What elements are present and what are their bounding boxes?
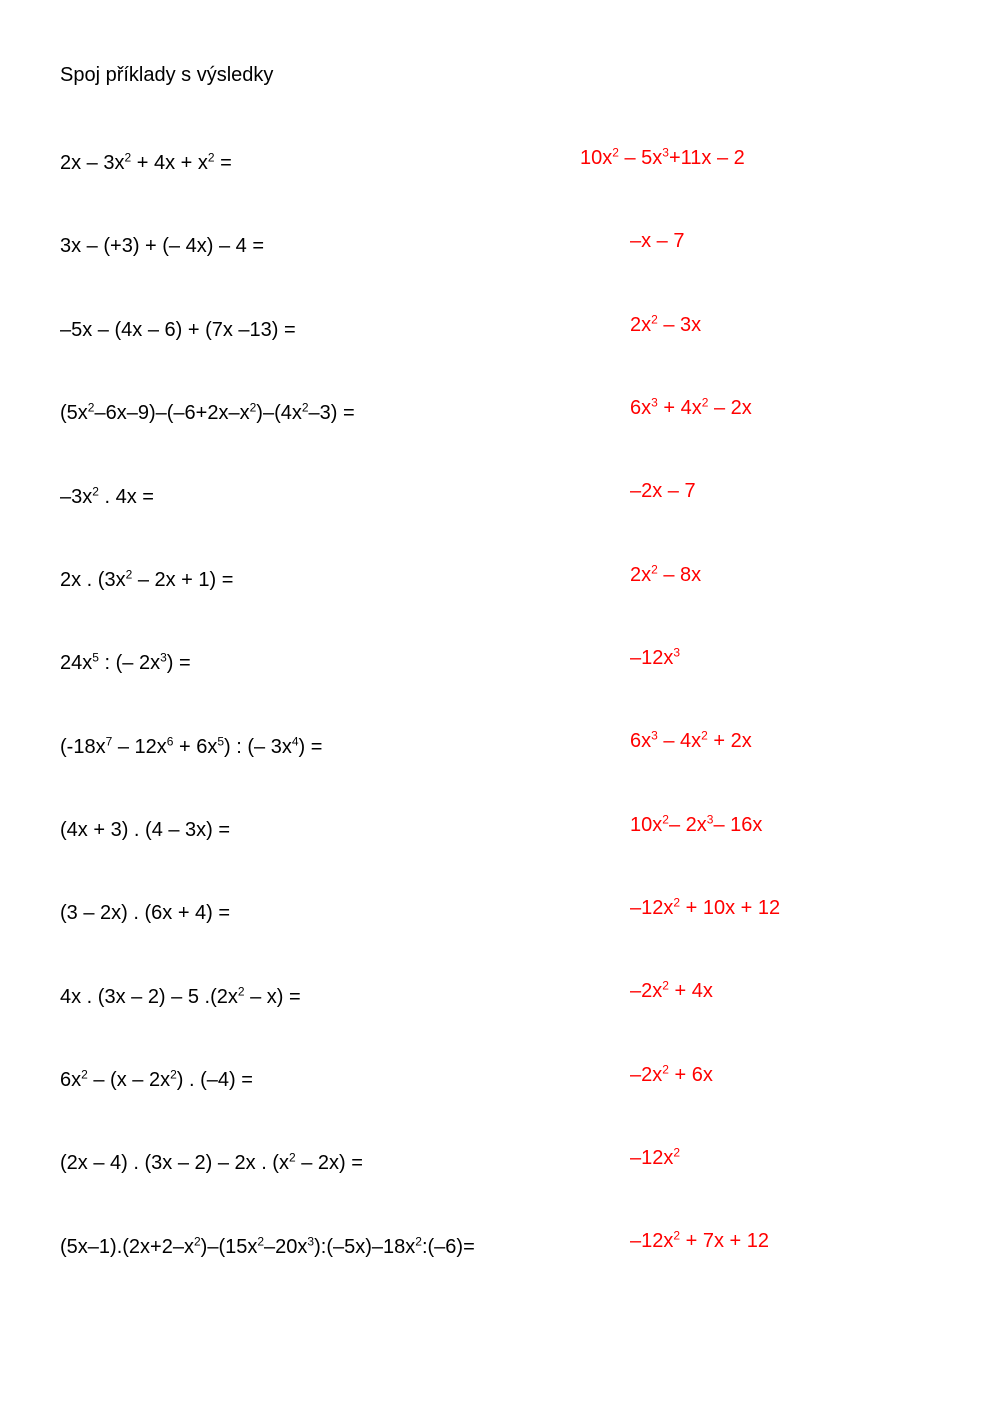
exercise-expression xyxy=(60,984,301,1010)
expression-text: 2x xyxy=(630,314,652,336)
exponent: 2 xyxy=(125,567,133,582)
exercise-expression xyxy=(60,233,264,259)
expression-text: (5x–1).(2x+2–x xyxy=(60,1236,194,1258)
exercise-expression xyxy=(60,900,230,926)
expression-text: ) = xyxy=(166,652,191,674)
answer-expression xyxy=(630,562,701,588)
expression-text: – x) = xyxy=(244,986,301,1008)
expression-text: + 4x + x xyxy=(131,152,208,174)
expression-text: + 6x xyxy=(668,1064,713,1086)
exponent: 3 xyxy=(662,145,669,160)
expression-text: – 4x xyxy=(657,730,702,752)
expression-text: – 2x + 1) = xyxy=(132,569,234,591)
expression-text: – 12x xyxy=(112,736,167,758)
exponent: 5 xyxy=(217,734,225,749)
exponent: 3 xyxy=(651,395,658,410)
expression-text: –12x xyxy=(630,1147,674,1169)
exponent: 2 xyxy=(662,812,669,827)
expression-text: + 2x xyxy=(707,730,752,752)
expression-text: (-18x xyxy=(60,736,106,758)
exponent: 2 xyxy=(170,1067,177,1082)
expression-text: –3) = xyxy=(308,402,355,424)
answer-expression xyxy=(630,728,752,754)
expression-text: –12x xyxy=(630,897,674,919)
expression-text: ) . (–4) = xyxy=(176,1069,253,1091)
expression-text: 6x xyxy=(630,397,652,419)
answer-expression xyxy=(630,895,780,921)
exponent: 2 xyxy=(651,562,658,577)
expression-text: (2x – 4) . (3x – 2) – 2x . (x xyxy=(60,1152,289,1174)
expression-text: –2x xyxy=(630,1064,663,1086)
exponent: 2 xyxy=(249,400,257,415)
exponent: 2 xyxy=(92,484,99,499)
expression-text: –6x–9)–(–6+2x–x xyxy=(94,402,250,424)
exponent: 2 xyxy=(124,150,132,165)
expression-text: = xyxy=(214,152,232,174)
exponent: 2 xyxy=(257,1234,265,1249)
expression-text: 6x xyxy=(60,1069,82,1091)
expression-text: 2x . (3x xyxy=(60,569,126,591)
expression-text: –20x xyxy=(264,1236,308,1258)
exponent: 2 xyxy=(701,728,708,743)
expression-text: 2x xyxy=(630,564,652,586)
expression-text: –2x xyxy=(630,980,663,1002)
exercise-expression xyxy=(60,817,230,843)
exercise-expression xyxy=(60,734,322,760)
expression-text: ):(–5x)–18x xyxy=(314,1236,416,1258)
answer-expression xyxy=(630,1145,680,1171)
exponent: 2 xyxy=(288,1150,296,1165)
expression-text: : (– 2x xyxy=(98,652,161,674)
exponent: 6 xyxy=(166,734,174,749)
exponent: 2 xyxy=(673,1228,681,1243)
exponent: 2 xyxy=(415,1234,422,1249)
answer-expression xyxy=(630,645,680,671)
expression-text: ) = xyxy=(298,736,323,758)
expression-text: – 8x xyxy=(657,564,702,586)
expression-text: + 10x + 12 xyxy=(680,897,781,919)
expression-text: 3x – (+3) + (– 4x) – 4 = xyxy=(60,235,264,257)
answer-expression xyxy=(580,145,745,171)
expression-text: – 16x xyxy=(713,814,763,836)
expression-text: –2x – 7 xyxy=(630,480,696,502)
exercise-expression xyxy=(60,484,154,510)
expression-text: + 4x xyxy=(668,980,713,1002)
exponent: 3 xyxy=(160,650,167,665)
exponent: 2 xyxy=(651,312,658,327)
exercise-expression xyxy=(60,567,233,593)
expression-text: –12x xyxy=(630,1230,674,1252)
answer-expression xyxy=(630,478,696,504)
exercise-expression xyxy=(60,150,232,176)
answer-expression xyxy=(630,1228,769,1254)
expression-text: 24x xyxy=(60,652,93,674)
exponent: 2 xyxy=(237,984,245,999)
exponent: 3 xyxy=(673,645,681,660)
expression-text: – 2x xyxy=(668,814,707,836)
exponent: 2 xyxy=(673,895,681,910)
expression-text: –5x – (4x – 6) + (7x –13) = xyxy=(60,319,296,341)
exercise-expression xyxy=(60,650,191,676)
exercise-expression xyxy=(60,1150,363,1176)
expression-text: – 2x xyxy=(708,397,752,419)
expression-text: + 7x + 12 xyxy=(680,1230,770,1252)
worksheet-title: Spoj příklady s výsledky xyxy=(60,64,274,86)
expression-text: :(–6)= xyxy=(421,1236,475,1258)
exponent: 2 xyxy=(193,1234,201,1249)
exponent: 2 xyxy=(673,1145,681,1160)
expression-text: 10x xyxy=(580,147,613,169)
answer-expression xyxy=(630,395,752,421)
expression-text: (3 – 2x) . (6x + 4) = xyxy=(60,902,231,924)
expression-text: (5x xyxy=(60,402,88,424)
exponent: 4 xyxy=(291,734,299,749)
exponent: 2 xyxy=(207,150,215,165)
exponent: 2 xyxy=(662,1062,669,1077)
expression-text: (4x + 3) . (4 – 3x) = xyxy=(60,819,231,841)
exponent: 2 xyxy=(87,400,95,415)
expression-text: )–(15x xyxy=(200,1236,258,1258)
answer-expression xyxy=(630,1062,713,1088)
expression-text: +11x – 2 xyxy=(668,147,745,169)
exponent: 3 xyxy=(706,812,714,827)
answer-expression xyxy=(630,812,762,838)
exercise-expression xyxy=(60,1234,475,1260)
exponent: 2 xyxy=(612,145,619,160)
answer-expression xyxy=(630,312,701,338)
exponent: 2 xyxy=(81,1067,88,1082)
expression-text: 2x – 3x xyxy=(60,152,125,174)
expression-text: ) : (– 3x xyxy=(224,736,292,758)
exponent: 5 xyxy=(92,650,99,665)
answer-expression xyxy=(630,978,713,1004)
exponent: 2 xyxy=(701,395,709,410)
expression-text: –12x xyxy=(630,647,674,669)
answer-expression xyxy=(630,228,684,254)
expression-text: – 3x xyxy=(657,314,702,336)
exponent: 2 xyxy=(301,400,309,415)
exponent: 3 xyxy=(651,728,658,743)
expression-text: – 5x xyxy=(618,147,663,169)
expression-text: – 2x) = xyxy=(295,1152,363,1174)
exponent: 7 xyxy=(105,734,113,749)
exercise-expression xyxy=(60,1067,253,1093)
exercise-expression xyxy=(60,317,296,343)
expression-text: 6x xyxy=(630,730,652,752)
expression-text: + 4x xyxy=(657,397,702,419)
exercise-expression xyxy=(60,400,355,426)
expression-text: . 4x = xyxy=(98,486,154,508)
expression-text: –x – 7 xyxy=(630,230,685,252)
expression-text: –3x xyxy=(60,486,93,508)
expression-text: )–(4x xyxy=(256,402,302,424)
expression-text: 4x . (3x – 2) – 5 .(2x xyxy=(60,986,238,1008)
expression-text: + 6x xyxy=(173,736,218,758)
expression-text: 10x xyxy=(630,814,663,836)
exponent: 3 xyxy=(307,1234,315,1249)
expression-text: – (x – 2x xyxy=(87,1069,171,1091)
exponent: 2 xyxy=(662,978,669,993)
